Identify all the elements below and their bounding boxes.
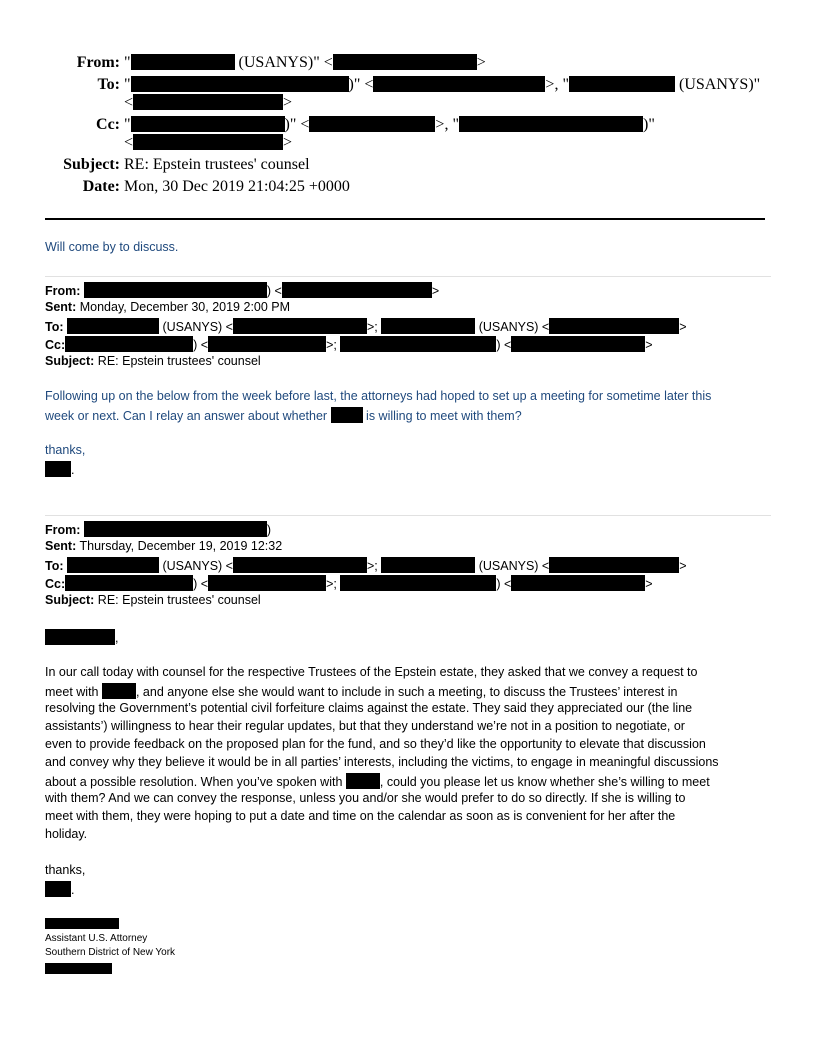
email3-body-line: even to provide feedback on the proposed plan for the fund, and so they’d like the opportunity to elevate that discussion bbox=[45, 737, 706, 751]
cc-value: " )" < >, " )" bbox=[124, 116, 655, 133]
to-label: To: bbox=[97, 76, 120, 93]
date-value: Mon, 30 Dec 2019 21:04:25 +0000 bbox=[124, 178, 350, 195]
email2-from: From: ) < > bbox=[45, 284, 440, 298]
email3-to: To: (USANYS) < >; (USANYS) < > bbox=[45, 559, 687, 573]
email2-signoff: . bbox=[45, 461, 74, 477]
email3-cc: Cc: ) < >; ) < > bbox=[45, 577, 653, 591]
signature-office: Southern District of New York bbox=[45, 947, 176, 958]
redaction bbox=[340, 336, 496, 352]
email2-cc: Cc: ) < >; ) < > bbox=[45, 338, 653, 352]
redaction bbox=[373, 76, 545, 92]
email3-body-line: with them? And we can convey the response, unless you and/or she would prefer to do so directly. If she is willing to bbox=[45, 791, 686, 805]
redaction bbox=[102, 683, 136, 699]
redaction bbox=[381, 557, 475, 573]
email3-body-line: meet with them, they were hoping to put a date and time on the calendar as soon as is convenient for her after the bbox=[45, 809, 676, 823]
email3-body-line: meet with , and anyone else she would want to include in such a meeting, to discuss the Trustees’ interest in bbox=[45, 685, 678, 699]
redaction bbox=[233, 318, 367, 334]
redaction bbox=[131, 116, 285, 132]
email-separator bbox=[45, 276, 771, 277]
email3-body-line: In our call today with counsel for the respective Trustees of the Epstein estate, they asked that we convey a request to bbox=[45, 665, 698, 679]
redaction bbox=[45, 881, 71, 897]
email3-body-line: assistants’) willingness to hear their regular updates, but that they understand we’re not in a position to negotiate, or bbox=[45, 719, 685, 733]
signature-name-redaction bbox=[45, 918, 119, 929]
redaction bbox=[459, 116, 643, 132]
redaction bbox=[67, 557, 159, 573]
email3-sent: Sent: Thursday, December 19, 2019 12:32 bbox=[45, 539, 283, 553]
redaction bbox=[84, 521, 267, 537]
email2-sent: Sent: Monday, December 30, 2019 2:00 PM bbox=[45, 300, 291, 314]
redaction bbox=[208, 336, 326, 352]
redaction bbox=[511, 575, 645, 591]
cc-label: Cc: bbox=[96, 116, 120, 133]
cc-value-cont: < > bbox=[124, 134, 293, 151]
redaction bbox=[45, 629, 115, 645]
email3-thanks: thanks, bbox=[45, 863, 86, 877]
redaction bbox=[381, 318, 475, 334]
email-separator bbox=[45, 515, 771, 516]
redaction bbox=[133, 134, 283, 150]
redaction bbox=[45, 461, 71, 477]
email3-body-line: resolving the Government’s potential civil forfeiture claims against the estate. They said they appreciated our (the line bbox=[45, 701, 693, 715]
redaction bbox=[208, 575, 326, 591]
subject-label: Subject: bbox=[63, 156, 120, 173]
redaction bbox=[282, 282, 432, 298]
redaction bbox=[133, 94, 283, 110]
email2-body-line: week or next. Can I relay an answer about whether is willing to meet with them? bbox=[45, 409, 522, 423]
email3-body-line: and convey why they believe it would be in all parties’ interests, including the victims, to engage in meaningful discussions bbox=[45, 755, 719, 769]
redaction bbox=[65, 575, 193, 591]
redaction bbox=[331, 407, 363, 423]
email3-body-line: about a possible resolution. When you’ve spoken with , could you please let us know whether she’s willing to meet bbox=[45, 775, 710, 789]
to-value: " )" < >, " (USANYS)" bbox=[124, 76, 761, 93]
from-value: " (USANYS)" < > bbox=[124, 54, 486, 71]
date-label: Date: bbox=[82, 178, 120, 195]
redaction bbox=[233, 557, 367, 573]
redaction bbox=[346, 773, 380, 789]
redaction bbox=[67, 318, 159, 334]
redaction bbox=[511, 336, 645, 352]
email3-greeting: , bbox=[45, 629, 118, 645]
redaction bbox=[65, 336, 193, 352]
email2-body-line: Following up on the below from the week before last, the attorneys had hoped to set up a meeting for sometime later this bbox=[45, 389, 712, 403]
redaction bbox=[340, 575, 496, 591]
redaction bbox=[131, 54, 235, 70]
redaction bbox=[309, 116, 435, 132]
email2-subject: Subject: RE: Epstein trustees' counsel bbox=[45, 354, 261, 368]
redaction bbox=[549, 318, 679, 334]
email3-body-line: holiday. bbox=[45, 827, 88, 841]
redaction bbox=[549, 557, 679, 573]
reply-text: Will come by to discuss. bbox=[45, 240, 179, 254]
from-label: From: bbox=[76, 54, 120, 71]
email3-subject: Subject: RE: Epstein trustees' counsel bbox=[45, 593, 261, 607]
subject-value: RE: Epstein trustees' counsel bbox=[124, 156, 310, 173]
to-value-cont: < > bbox=[124, 94, 293, 111]
signature-title: Assistant U.S. Attorney bbox=[45, 933, 148, 944]
redaction bbox=[84, 282, 267, 298]
redaction bbox=[569, 76, 675, 92]
email2-to: To: (USANYS) < >; (USANYS) < > bbox=[45, 320, 687, 334]
email2-thanks: thanks, bbox=[45, 443, 86, 457]
email3-signoff: . bbox=[45, 881, 74, 897]
redaction bbox=[333, 54, 477, 70]
header-divider bbox=[45, 218, 765, 220]
signature-phone-redaction bbox=[45, 963, 112, 974]
redaction bbox=[131, 76, 349, 92]
email3-from: From: ) bbox=[45, 523, 272, 537]
